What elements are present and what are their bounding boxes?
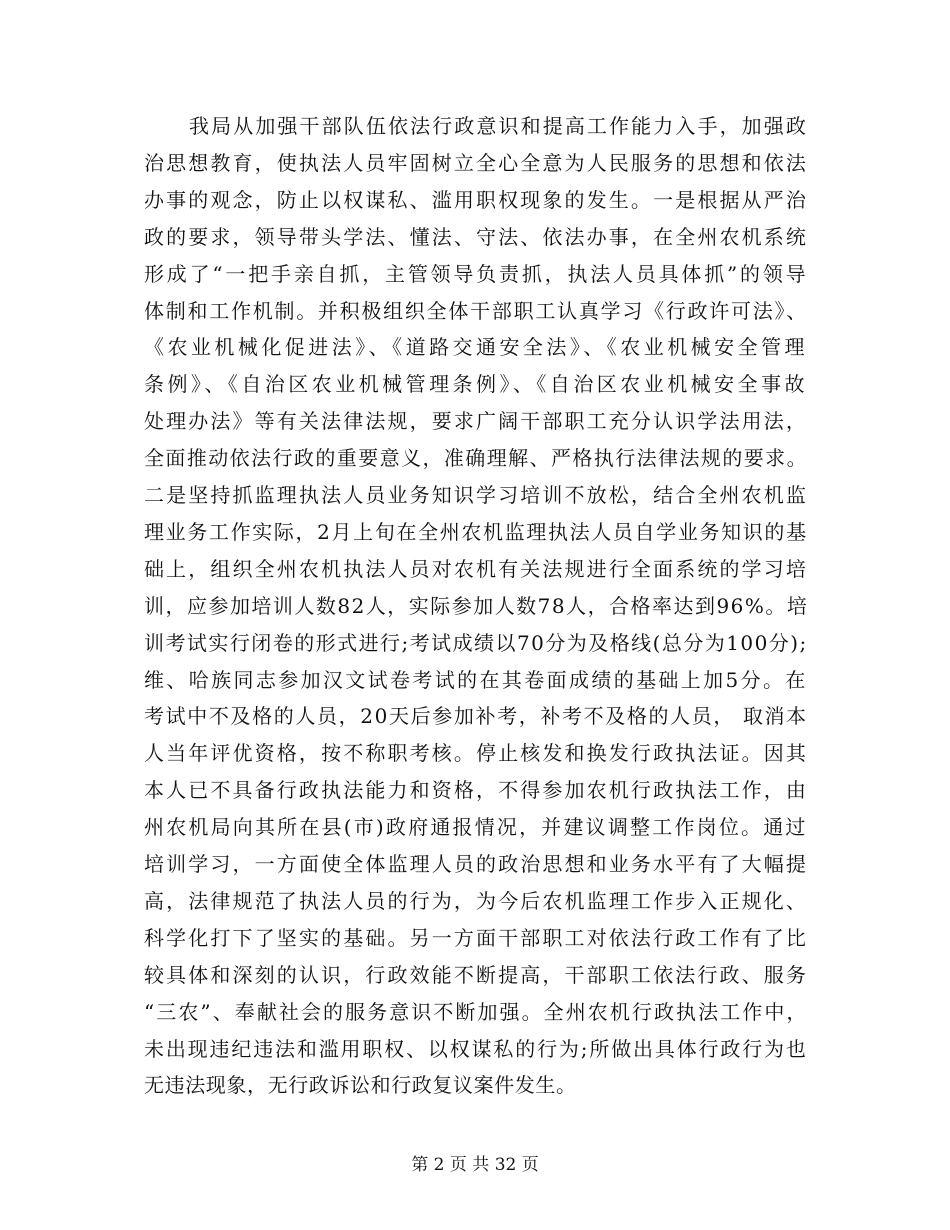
paragraph-line: 条例》、《自治区农业机械管理条例》、《自治区农业机械安全事故 — [144, 372, 808, 397]
paragraph-line: 《农业机械化促进法》、《道路交通安全法》、《农业机械安全管理 — [144, 335, 808, 360]
paragraph-line: 处理办法》等有关法律法规，要求广阔干部职工充分认识学法用法， — [144, 409, 808, 434]
paragraph-line: 本人已不具备行政执法能力和资格，不得参加农机行政执法工作，由 — [144, 778, 808, 803]
paragraph-line: “三农”、奉献社会的服务意识不断加强。全州农机行政执法工作中， — [144, 999, 809, 1024]
paragraph-line: 科学化打下了坚实的基础。另一方面干部职工对依法行政工作有了比 — [144, 925, 808, 950]
paragraph-line: 全面推动依法行政的重要意义，准确理解、严格执行法律法规的要求。 — [144, 446, 808, 471]
paragraph-line: 训考试实行闭卷的形式进行;考试成绩以70分为及格线(总分为100分); — [144, 630, 808, 655]
paragraph-line: 治思想教育，使执法人员牢固树立全心全意为人民服务的思想和依法 — [144, 150, 808, 175]
paragraph-line: 训，应参加培训人数82人，实际参加人数78人，合格率达到96%。培 — [144, 593, 809, 618]
paragraph-line: 高，法律规范了执法人员的行为，为今后农机监理工作步入正规化、 — [144, 888, 808, 913]
paragraph-line: 形成了“一把手亲自抓，主管领导负责抓，执法人员具体抓”的领导 — [144, 261, 809, 286]
paragraph-line: 办事的观念，防止以权谋私、滥用职权现象的发生。一是根据从严治 — [144, 187, 808, 212]
paragraph-line: 二是坚持抓监理执法人员业务知识学习培训不放松，结合全州农机监 — [144, 483, 808, 507]
paragraph-line: 州农机局向其所在县(市)政府通报情况，并建议调整工作岗位。通过 — [144, 815, 808, 840]
page-number-footer: 第 2 页 共 32 页 — [411, 1155, 539, 1175]
paragraph-line: 考试中不及格的人员，20天后参加补考，补考不及格的人员， 取消本 — [144, 704, 808, 729]
paragraph-line: 培训学习，一方面使全体监理人员的政治思想和业务水平有了大幅提 — [144, 852, 808, 876]
paragraph-line: 我局从加强干部队伍依法行政意识和提高工作能力入手，加强政 — [189, 114, 808, 138]
paragraph-line: 理业务工作实际，2月上旬在全州农机监理执法人员自学业务知识的基 — [144, 519, 808, 544]
paragraph-line: 础上，组织全州农机执法人员对农机有关法规进行全面系统的学习培 — [144, 556, 808, 581]
paragraph-line: 无违法现象，无行政诉讼和行政复议案件发生。 — [144, 1073, 577, 1098]
paragraph-line: 体制和工作机制。并积极组织全体干部职工认真学习《行政许可法》、 — [144, 298, 808, 323]
paragraph-line: 政的要求，领导带头学法、懂法、守法、依法办事，在全州农机系统 — [144, 224, 808, 249]
paragraph-line: 维、哈族同志参加汉文试卷考试的在其卷面成绩的基础上加5分。在 — [144, 667, 808, 692]
paragraph-line: 未出现违纪违法和滥用职权、以权谋私的行为;所做出具体行政行为也 — [144, 1036, 808, 1061]
paragraph-line: 较具体和深刻的认识，行政效能不断提高，干部职工依法行政、服务 — [144, 962, 808, 987]
paragraph-line: 人当年评优资格，按不称职考核。停止核发和换发行政执法证。因其 — [144, 741, 808, 766]
